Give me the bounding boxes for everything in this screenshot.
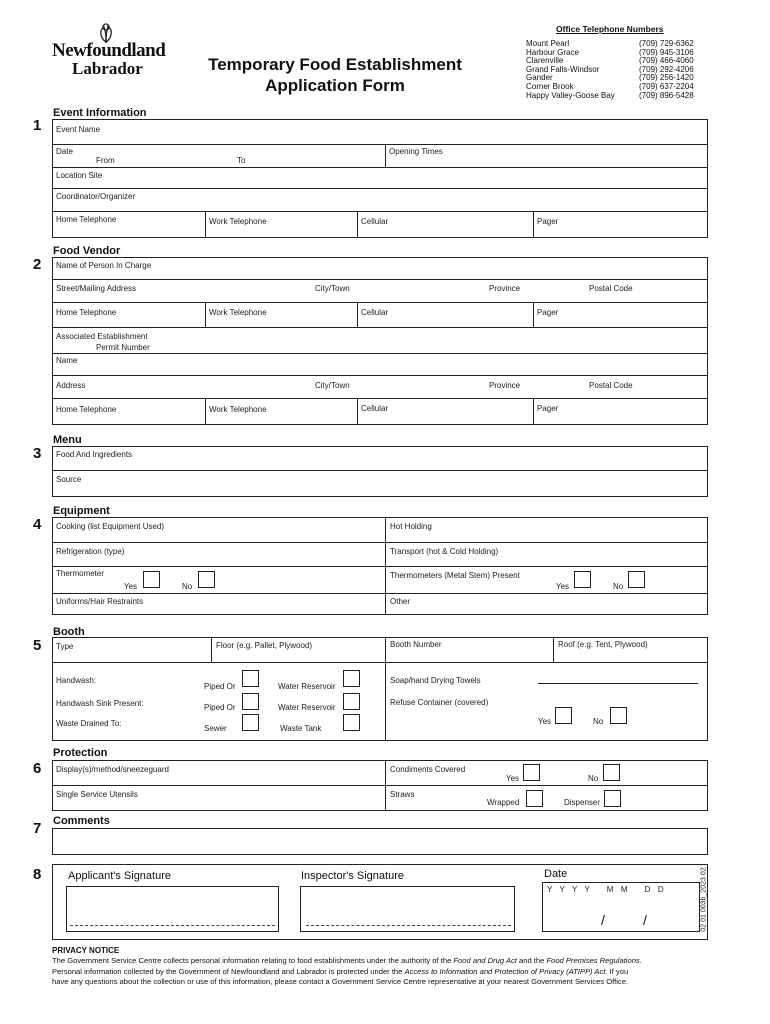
- straws-wrapped-checkbox[interactable]: [526, 790, 543, 807]
- office-place: Clarenville: [526, 56, 564, 66]
- section-number: 1: [33, 117, 42, 134]
- roof-field[interactable]: Roof (e.g. Tent, Plywood): [558, 640, 648, 649]
- event-name-field[interactable]: Event Name: [56, 125, 101, 134]
- source-field[interactable]: Source: [56, 475, 82, 484]
- work-telephone-field[interactable]: Work Telephone: [209, 217, 267, 226]
- city-field[interactable]: City/Town: [315, 381, 350, 390]
- office-place: Mount Pearl: [526, 39, 570, 48]
- booth-box: [52, 637, 708, 741]
- section-title: Food Vendor: [53, 245, 121, 257]
- condiments-yes-checkbox[interactable]: [523, 764, 540, 781]
- section-number: 6: [33, 760, 42, 777]
- refrigeration-field[interactable]: Refrigeration (type): [56, 547, 125, 556]
- act-name: Access to Information and Protection of Privacy (ATIPP) Act.: [404, 966, 608, 976]
- waste-sewer-checkbox[interactable]: [242, 714, 259, 731]
- cellular-field[interactable]: Cellular: [361, 308, 389, 317]
- coordinator-field[interactable]: Coordinator/Organizer: [56, 192, 136, 201]
- province-field[interactable]: Province: [489, 381, 521, 390]
- food-ingredients-field[interactable]: Food And Ingredients: [56, 450, 133, 459]
- province-field[interactable]: Province: [489, 284, 521, 293]
- privacy-title: PRIVACY NOTICE: [52, 946, 120, 955]
- sink-present-label: Handwash Sink Present:: [56, 699, 144, 708]
- no-label: No: [182, 582, 193, 591]
- refuse-container-label: Refuse Container (covered): [390, 698, 489, 707]
- thermometer-no-checkbox[interactable]: [198, 571, 215, 588]
- metal-stem-yes-checkbox[interactable]: [574, 571, 591, 588]
- refuse-no-checkbox[interactable]: [610, 707, 627, 724]
- water-reservoir-label: Water Reservoir: [278, 703, 336, 712]
- yes-label: Yes: [556, 582, 570, 591]
- form-title: [190, 54, 480, 96]
- office-list: [526, 40, 716, 100]
- section-number: 8: [33, 866, 42, 883]
- work-telephone-field[interactable]: Work Telephone: [209, 405, 267, 414]
- comments-field[interactable]: [52, 828, 708, 855]
- address-field[interactable]: Address: [56, 381, 86, 390]
- section-title: Booth: [53, 626, 85, 638]
- waste-drained-label: Waste Drained To:: [56, 719, 122, 728]
- transport-field[interactable]: Transport (hot & Cold Holding): [390, 547, 499, 556]
- no-label: No: [613, 582, 624, 591]
- cooking-field[interactable]: Cooking (list Equipment Used): [56, 522, 165, 531]
- condiments-no-checkbox[interactable]: [603, 764, 620, 781]
- office-phone: (709) 466-4060: [639, 56, 694, 66]
- date-separator: /: [601, 912, 605, 928]
- thermometer-metal-stem-label: Thermometers (Metal Stem) Present: [390, 571, 520, 580]
- office-phone: (709) 896-5428: [639, 90, 694, 100]
- other-field[interactable]: Other: [390, 597, 411, 606]
- straws-label: Straws: [390, 790, 415, 799]
- wrapped-label: Wrapped: [487, 798, 520, 807]
- office-phone: (709) 256-1420: [639, 73, 694, 83]
- section-number: 4: [33, 516, 42, 533]
- office-place: Corner Brook: [526, 81, 574, 91]
- postal-code-field[interactable]: Postal Code: [589, 284, 633, 293]
- cellular-field[interactable]: Cellular: [361, 404, 389, 413]
- hot-holding-field[interactable]: Hot Holding: [390, 522, 432, 531]
- no-label: No: [588, 774, 599, 783]
- office-phone: (709) 729-6362: [639, 39, 694, 48]
- date-field[interactable]: Date: [56, 147, 73, 156]
- section-number: 7: [33, 820, 42, 837]
- no-label: No: [593, 717, 604, 726]
- privacy-line-1: [52, 956, 722, 967]
- waste-tank-label: Waste Tank: [280, 724, 322, 733]
- floor-field[interactable]: Floor (e.g. Pallet, Plywood): [216, 641, 313, 650]
- date-format-hint: Y Y Y Y M M D D: [547, 885, 665, 894]
- opening-times-field[interactable]: Opening Times: [389, 147, 443, 156]
- pager-field[interactable]: Pager: [537, 404, 559, 413]
- yes-label: Yes: [538, 717, 552, 726]
- piped-label: Piped Or: [204, 703, 236, 712]
- office-place: Grand Falls-Windsor: [526, 64, 600, 74]
- office-phone: (709) 292-4206: [639, 64, 694, 74]
- title-line-2: Application Form: [265, 76, 405, 95]
- associated-establishment-label: Associated Establishment: [56, 332, 148, 341]
- section-number: 5: [33, 637, 42, 654]
- home-telephone-field[interactable]: Home Telephone: [56, 405, 117, 414]
- soap-towels-label: Soap/hand Drying Towels: [390, 676, 481, 685]
- date-separator: /: [643, 912, 647, 928]
- office-phone: (709) 637-2204: [639, 81, 694, 91]
- logo-line-2: Labrador: [72, 59, 143, 78]
- privacy-text: and the: [516, 956, 547, 965]
- section-title: Equipment: [53, 505, 110, 517]
- logo-line-1: Newfoundland: [52, 40, 166, 61]
- inspector-signature-label: Inspector's Signature: [301, 870, 404, 882]
- work-telephone-field[interactable]: Work Telephone: [209, 308, 267, 317]
- yes-label: Yes: [124, 582, 138, 591]
- postal-code-field[interactable]: Postal Code: [589, 381, 633, 390]
- menu-box: [52, 446, 708, 497]
- sink-reservoir-checkbox[interactable]: [343, 693, 360, 710]
- metal-stem-no-checkbox[interactable]: [628, 571, 645, 588]
- straws-dispenser-checkbox[interactable]: [604, 790, 621, 807]
- city-field[interactable]: City/Town: [315, 284, 350, 293]
- phones-title: Office Telephone Numbers: [556, 24, 664, 34]
- handwash-reservoir-checkbox[interactable]: [343, 670, 360, 687]
- privacy-notice: [52, 945, 722, 988]
- handwash-label: Handwash:: [56, 676, 97, 685]
- section-title: Event Information: [53, 107, 147, 119]
- privacy-text: Personal information collected by the Government of Newfoundland and Labrador is protected under the: [52, 966, 405, 976]
- yes-label: Yes: [506, 774, 520, 783]
- office-place: Happy Valley-Goose Bay: [526, 90, 615, 100]
- section-title: Menu: [53, 434, 82, 446]
- section-number: 3: [33, 445, 42, 462]
- office-place: Harbour Grace: [526, 47, 579, 57]
- display-sneezeguard-field[interactable]: Display(s)/method/sneezeguard: [56, 765, 169, 774]
- privacy-line-2: [52, 967, 722, 978]
- booth-type-field[interactable]: Type: [56, 642, 74, 651]
- act-name: Food and Drug Act: [453, 956, 517, 965]
- uniforms-field[interactable]: Uniforms/Hair Restraints: [56, 597, 144, 606]
- waste-tank-checkbox[interactable]: [343, 714, 360, 731]
- applicant-signature-label: Applicant's Signature: [68, 870, 171, 882]
- thermometer-label: Thermometer: [56, 569, 105, 578]
- water-reservoir-label: Water Reservoir: [278, 682, 336, 691]
- street-address-field[interactable]: Street/Mailing Address: [56, 284, 137, 293]
- food-vendor-box: [52, 257, 708, 425]
- sewer-label: Sewer: [204, 724, 227, 733]
- section-title: Protection: [53, 747, 108, 759]
- pager-field[interactable]: Pager: [537, 308, 559, 317]
- pager-field[interactable]: Pager: [537, 217, 559, 226]
- single-service-utensils-field[interactable]: Single Service Utensils: [56, 790, 138, 799]
- title-line-1: Temporary Food Establishment: [208, 55, 462, 74]
- home-telephone-field[interactable]: Home Telephone: [56, 308, 117, 317]
- sink-piped-checkbox[interactable]: [242, 693, 259, 710]
- person-in-charge-field[interactable]: Name of Person In Charge: [56, 261, 152, 270]
- office-row: [526, 92, 716, 101]
- dispenser-label: Dispenser: [564, 798, 601, 807]
- province-logo: [52, 22, 166, 82]
- form-code: 02 01 003b_2023 02: [700, 867, 708, 932]
- location-site-field[interactable]: Location Site: [56, 171, 103, 180]
- date-label: Date: [544, 868, 568, 880]
- privacy-line-3: have any questions about the collection or use of this information, please contact a Government Service Centre representative at your nearest Government Services Office.: [52, 977, 629, 986]
- permit-number-field[interactable]: Permit Number: [96, 343, 150, 352]
- regulation-name: Food Premises Regulations.: [546, 956, 642, 965]
- cellular-field[interactable]: Cellular: [361, 217, 389, 226]
- section-title: Comments: [53, 815, 110, 827]
- soap-towels-line[interactable]: [538, 683, 698, 684]
- thermometer-yes-checkbox[interactable]: [143, 571, 160, 588]
- name-field[interactable]: Name: [56, 356, 78, 365]
- handwash-piped-checkbox[interactable]: [242, 670, 259, 687]
- privacy-text: The Government Service Centre collects personal information relating to food establishments under the authority of the: [52, 956, 454, 965]
- privacy-text: If you: [607, 966, 629, 976]
- section-number: 2: [33, 256, 42, 273]
- date-from-label: From: [96, 156, 115, 165]
- condiments-covered-label: Condiments Covered: [390, 765, 466, 774]
- piped-label: Piped Or: [204, 682, 236, 691]
- date-to-label: To: [237, 156, 246, 165]
- booth-number-field[interactable]: Booth Number: [390, 640, 442, 649]
- home-telephone-field[interactable]: Home Telephone: [56, 215, 117, 224]
- office-phone: (709) 945-3106: [639, 47, 694, 57]
- office-phone-numbers: [526, 24, 716, 100]
- office-place: Gander: [526, 73, 553, 83]
- refuse-yes-checkbox[interactable]: [555, 707, 572, 724]
